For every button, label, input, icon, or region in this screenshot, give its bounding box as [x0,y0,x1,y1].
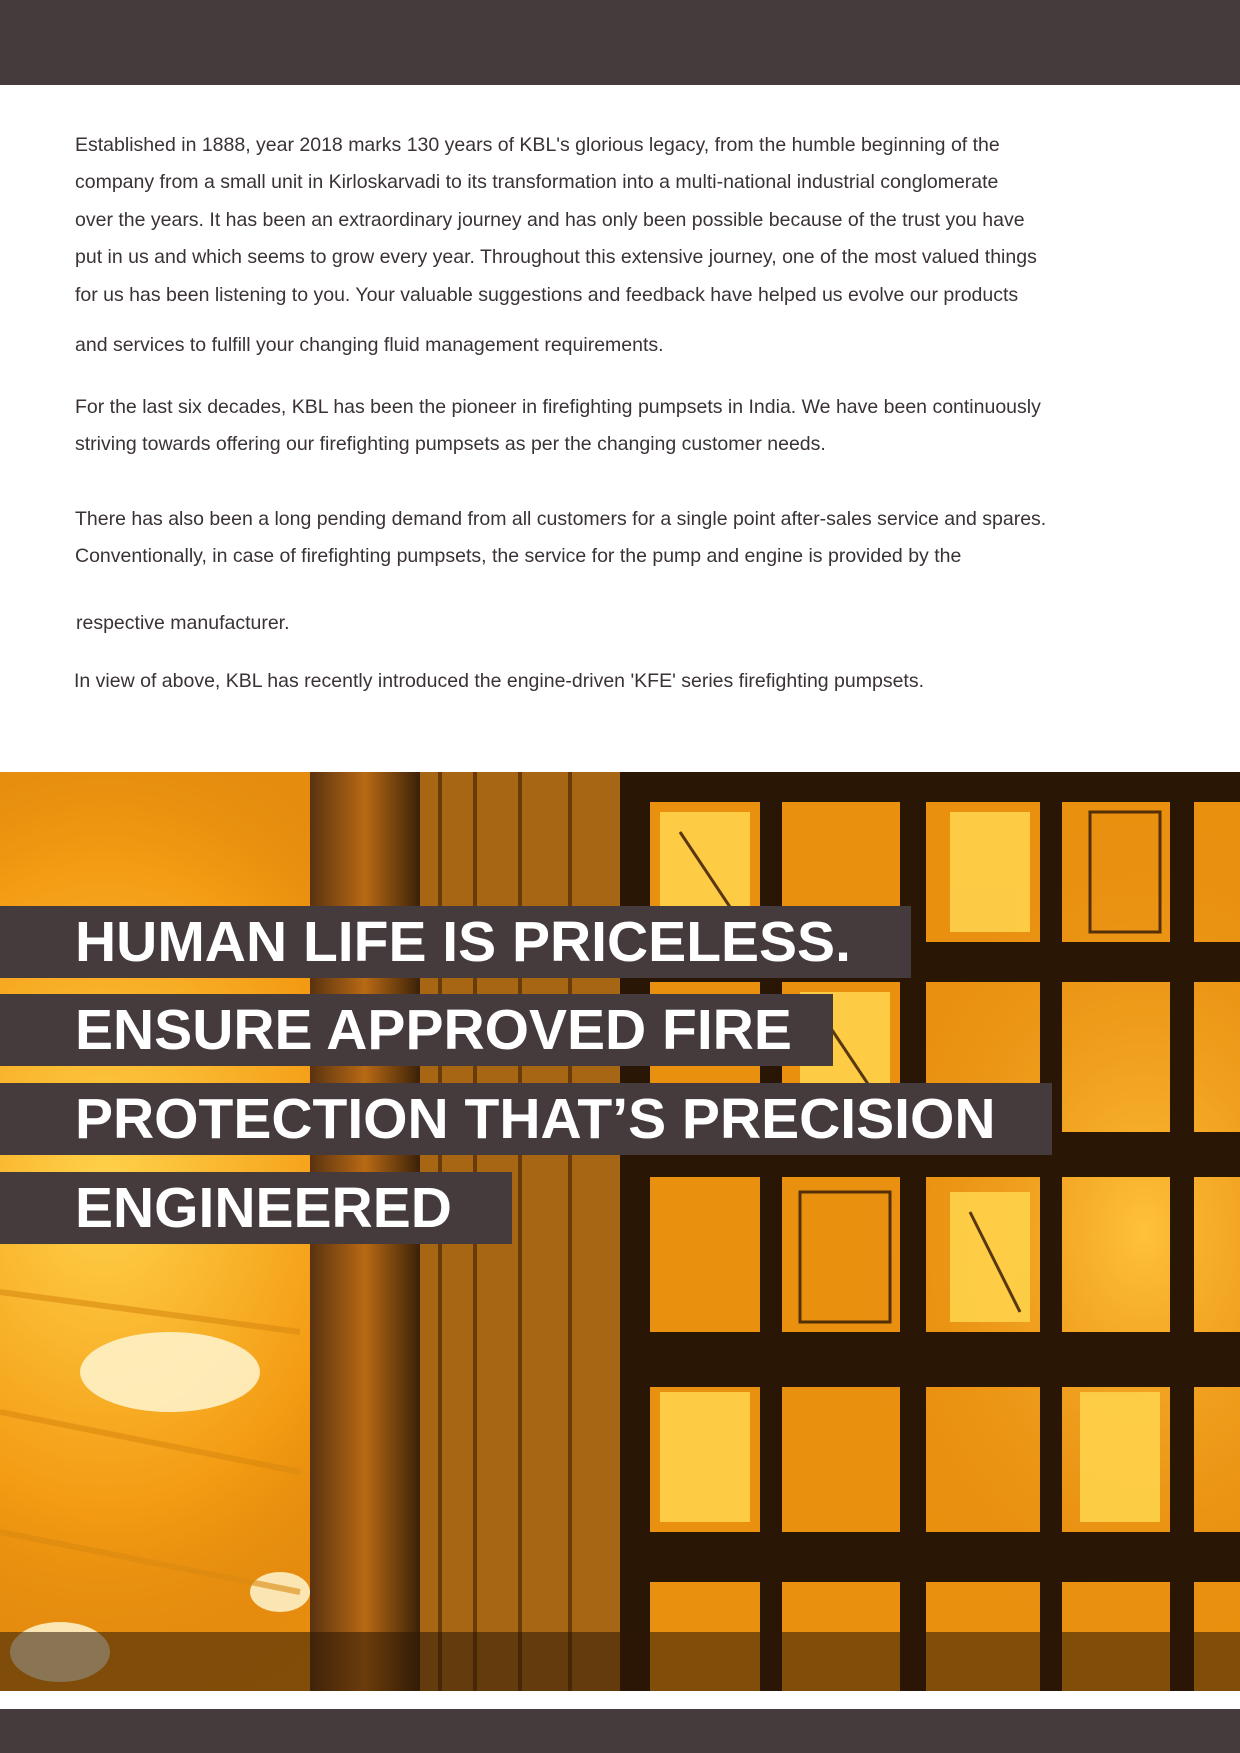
service-paragraph-line: Conventionally, in case of firefighting pumpsets, the service for the pump and engine is provided by the [75,545,962,567]
headline-line: HUMAN LIFE IS PRICELESS. [0,906,911,978]
kfe-intro-paragraph: In view of above, KBL has recently introduced the engine-driven 'KFE' series firefighting pumpsets. [74,670,925,692]
service-paragraph-line: There has also been a long pending demand from all customers for a single point after-sales service and spares. [75,508,1047,530]
intro-paragraph-line: and services to fulfill your changing fluid management requirements. [75,334,664,356]
intro-paragraph-line: put in us and which seems to grow every year. Throughout this extensive journey, one of the most valued things [75,246,1037,268]
headline-line: ENGINEERED [0,1172,512,1244]
burning-building-photo [0,772,1240,1691]
header-bar [0,0,1240,85]
headline-line: PROTECTION THAT’S PRECISION [0,1083,1052,1155]
pioneer-paragraph-line: For the last six decades, KBL has been the pioneer in firefighting pumpsets in India. We have been continuously [75,396,1041,418]
intro-paragraph-line: over the years. It has been an extraordinary journey and has only been possible because of the trust you have [75,209,1025,231]
intro-paragraph-line: Established in 1888, year 2018 marks 130 years of KBL's glorious legacy, from the humble beginning of the [75,134,1000,156]
headline-line: ENSURE APPROVED FIRE [0,994,833,1066]
footer-bar [0,1709,1240,1753]
intro-paragraph-line: for us has been listening to you. Your valuable suggestions and feedback have helped us evolve our products [75,284,1019,306]
pioneer-paragraph-line: striving towards offering our firefighting pumpsets as per the changing customer needs. [75,433,826,455]
service-paragraph-line: respective manufacturer. [76,612,290,634]
intro-paragraph-line: company from a small unit in Kirloskarvadi to its transformation into a multi-national industrial conglomerate [75,171,999,193]
